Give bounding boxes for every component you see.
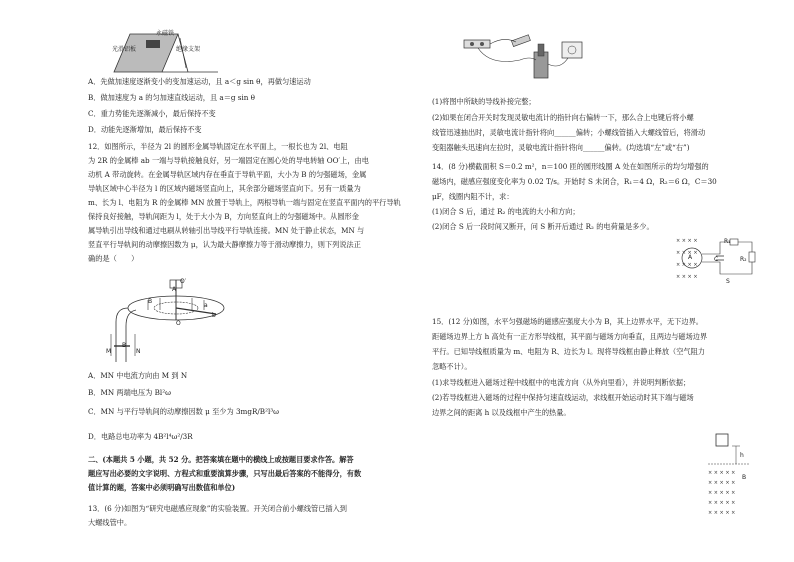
q14-line-5: (2)闭合 S 后一段时间又断开，问 S 断开后通过 R₂ 的电荷量是多少。 [432,222,654,231]
q15-line-1: 15．(12 分)如图，水平匀强磁场的磁感应强度大小为 B，其上边界水平，无下边界。 [432,317,703,326]
fig12-label-a-motor: A [172,286,177,293]
q13-sub-1: (1)将图中所缺的导线补接完整； [432,97,536,106]
q11-option-c: C．重力势能先逐渐减小，最后保持不变 [88,109,216,118]
svg-text:× × × ×: × × × × [676,262,698,268]
fig-label-magnet: 永磁铁 [156,30,175,37]
svg-text:× × × ×: × × × × [676,274,698,280]
q12-option-b: B．MN 两端电压为 Bl²ω [88,388,171,397]
q14-line-4: (1)闭合 S 后，通过 R₂ 的电流的大小和方向； [432,207,580,216]
fig-label-plate: 光滑铝板 [112,46,137,53]
q12-option-a: A．MN 中电流方向由 M 到 N [88,371,188,380]
q12-line-6: 保持良好接触，导轨间距为 l，处于大小为 B，方向竖直向上的匀强磁场中。从圆形金 [88,212,359,221]
fig-label-support: 绝缘支架 [176,46,201,53]
q15-line-4: 忽略不计）。 [432,362,472,371]
fig14-label-s: S [726,278,730,285]
fig12-label-b: b [212,312,216,319]
q15-line-5: (1)求导线框进入磁场过程中线框中的电流方向（从外向里看），并说明判断依据； [432,378,691,387]
fig12-label-m: M [106,348,112,355]
q11-option-a: A．先做加速度逐渐变小的变加速运动，且 a＜g sin θ，再做匀速运动 [88,77,311,86]
q12-line-4: 导轨区域中心半径为 l 的区域内磁场竖直向上，其余部分磁场竖直向下。另有一质量为 [88,184,361,193]
q15-frame-figure [704,432,754,524]
fig14-label-a: A [688,254,693,261]
q12-option-c: C．MN 与平行导轨间的动摩擦因数 μ 至少为 3mgR/B²l³ω [88,407,279,416]
q15-line-7: 边界之间的距离 h 以及线框中产生的热量。 [432,408,571,417]
section2-line-3: 值计算的题，答案中必须明确写出数值和单位) [88,483,236,492]
fig14-label-r2: R₂ [740,256,747,263]
svg-text:× × × × ×: × × × × × [708,480,736,486]
fig12-label-n: N [136,348,141,355]
q13-sub-3: 线管迅速抽出时，灵敏电流计指针将向______偏转；小螺线管插入大螺线管后，将滑动 [432,128,706,137]
fig14-label-r1: R₁ [724,238,731,245]
q12-line-3: 动机 A 带动旋转。在金属导轨区域内存在垂直于导轨平面，大小为 B 的匀强磁场，金属 [88,170,367,179]
fig12-label-b-field-2: B [122,342,127,349]
q12-line-2: 为 2R 的金属棒 ab 一端与导轨接触良好，另一端固定在圆心处的导电转轴 OO′上，由电 [88,156,369,165]
section2-line-2: 题应写出必要的文字说明、方程式和重要演算步骤，只写出最后答案的不能得分，有数 [88,469,362,478]
svg-text:× × × × ×: × × × × × [708,470,736,476]
q14-line-3: μF，线圈内阻不计，求： [432,192,514,201]
q12-line-9: 确的是（ ） [88,254,139,263]
fig14-label-c: C [714,256,719,263]
q13-apparatus-figure [460,30,600,82]
svg-text:× × × ×: × × × × [676,250,698,256]
q13-line-2: 大螺线管中。 [88,518,132,527]
svg-text:× × × × ×: × × × × × [708,500,736,506]
fig12-label-o: O [176,320,181,327]
q13-line-1: 13．(6 分)如图为“研究电磁感应现象”的实验装置。开关闭合前小螺线管已插入到 [88,504,347,513]
q11-option-d: D．动能先逐渐增加，最后保持不变 [88,125,202,134]
q15-line-3: 平行。已知导线框质量为 m、电阻为 R、边长为 l。现将导线框由静止释放（空气阻力 [432,347,705,356]
fig15-label-h: h [740,452,744,459]
q14-line-2: 磁场内，磁感应强度变化率为 0.02 T/s。开始时 S 未闭合，R₁＝4 Ω，R₂＝6 Ω，C＝30 [432,177,717,186]
svg-text:× × × × ×: × × × × × [708,490,736,496]
q12-line-8: 竖直平行导轨间的动摩擦因数为 μ，认为最大静摩擦力等于滑动摩擦力，则下列说法正 [88,240,361,249]
q15-line-6: (2)若导线框进入磁场的过程中保持匀速直线运动，求线框开始运动时其下端与磁场 [432,393,694,402]
fig12-label-a: a [204,302,208,309]
q14-line-1: 14．(8 分)横截面积 S＝0.2 m²，n＝100 匝的圆形线圈 A 处在如图所示的均匀增强的 [432,162,709,171]
q12-line-5: m、长为 l、电阻为 R 的金属棒 MN 放置于导轨上，两根导轨一端与固定在竖直平面内的平行导轨 [88,198,401,207]
q12-line-1: 12．如图所示，半径为 2l 的圆形金属导轨固定在水平面上，一根长也为 2l、电阻 [88,142,348,151]
q12-line-7: 属导轨引出导线和通过电刷从转轴引出导线平行导轨连接。MN 处于静止状态，MN 与 [88,226,365,235]
fig15-label-b: B [742,474,747,481]
q11-option-b: B．做加速度为 a 的匀加速直线运动，且 a＝g sin θ [88,93,256,102]
fig12-label-b-field-1: B [148,298,153,305]
q13-sub-2: (2)如果在闭合开关时发现灵敏电流计的指针向右偏转一下，那么合上电键后将小螺 [432,113,694,122]
section2-line-1: 二、(本题共 5 小题，共 52 分。把答案填在题中的横线上或按题目要求作答。解答 [88,455,354,464]
q13-sub-4: 变阻器触头迅速向左拉时，灵敏电流计指针将向______偏转。(均选填“左”或“右”) [432,143,690,152]
fig12-label-o-top: O′ [180,278,187,285]
svg-text:× × × × ×: × × × × × [708,510,736,516]
q12-option-d: D．电路总电功率为 4B²l⁴ω²/3R [88,432,193,441]
q15-line-2: 距磁场边界上方 h 高处有一正方形导线框，其平面与磁场方向垂直，且两边与磁场边界 [432,332,708,341]
svg-text:× × × ×: × × × × [676,238,698,244]
